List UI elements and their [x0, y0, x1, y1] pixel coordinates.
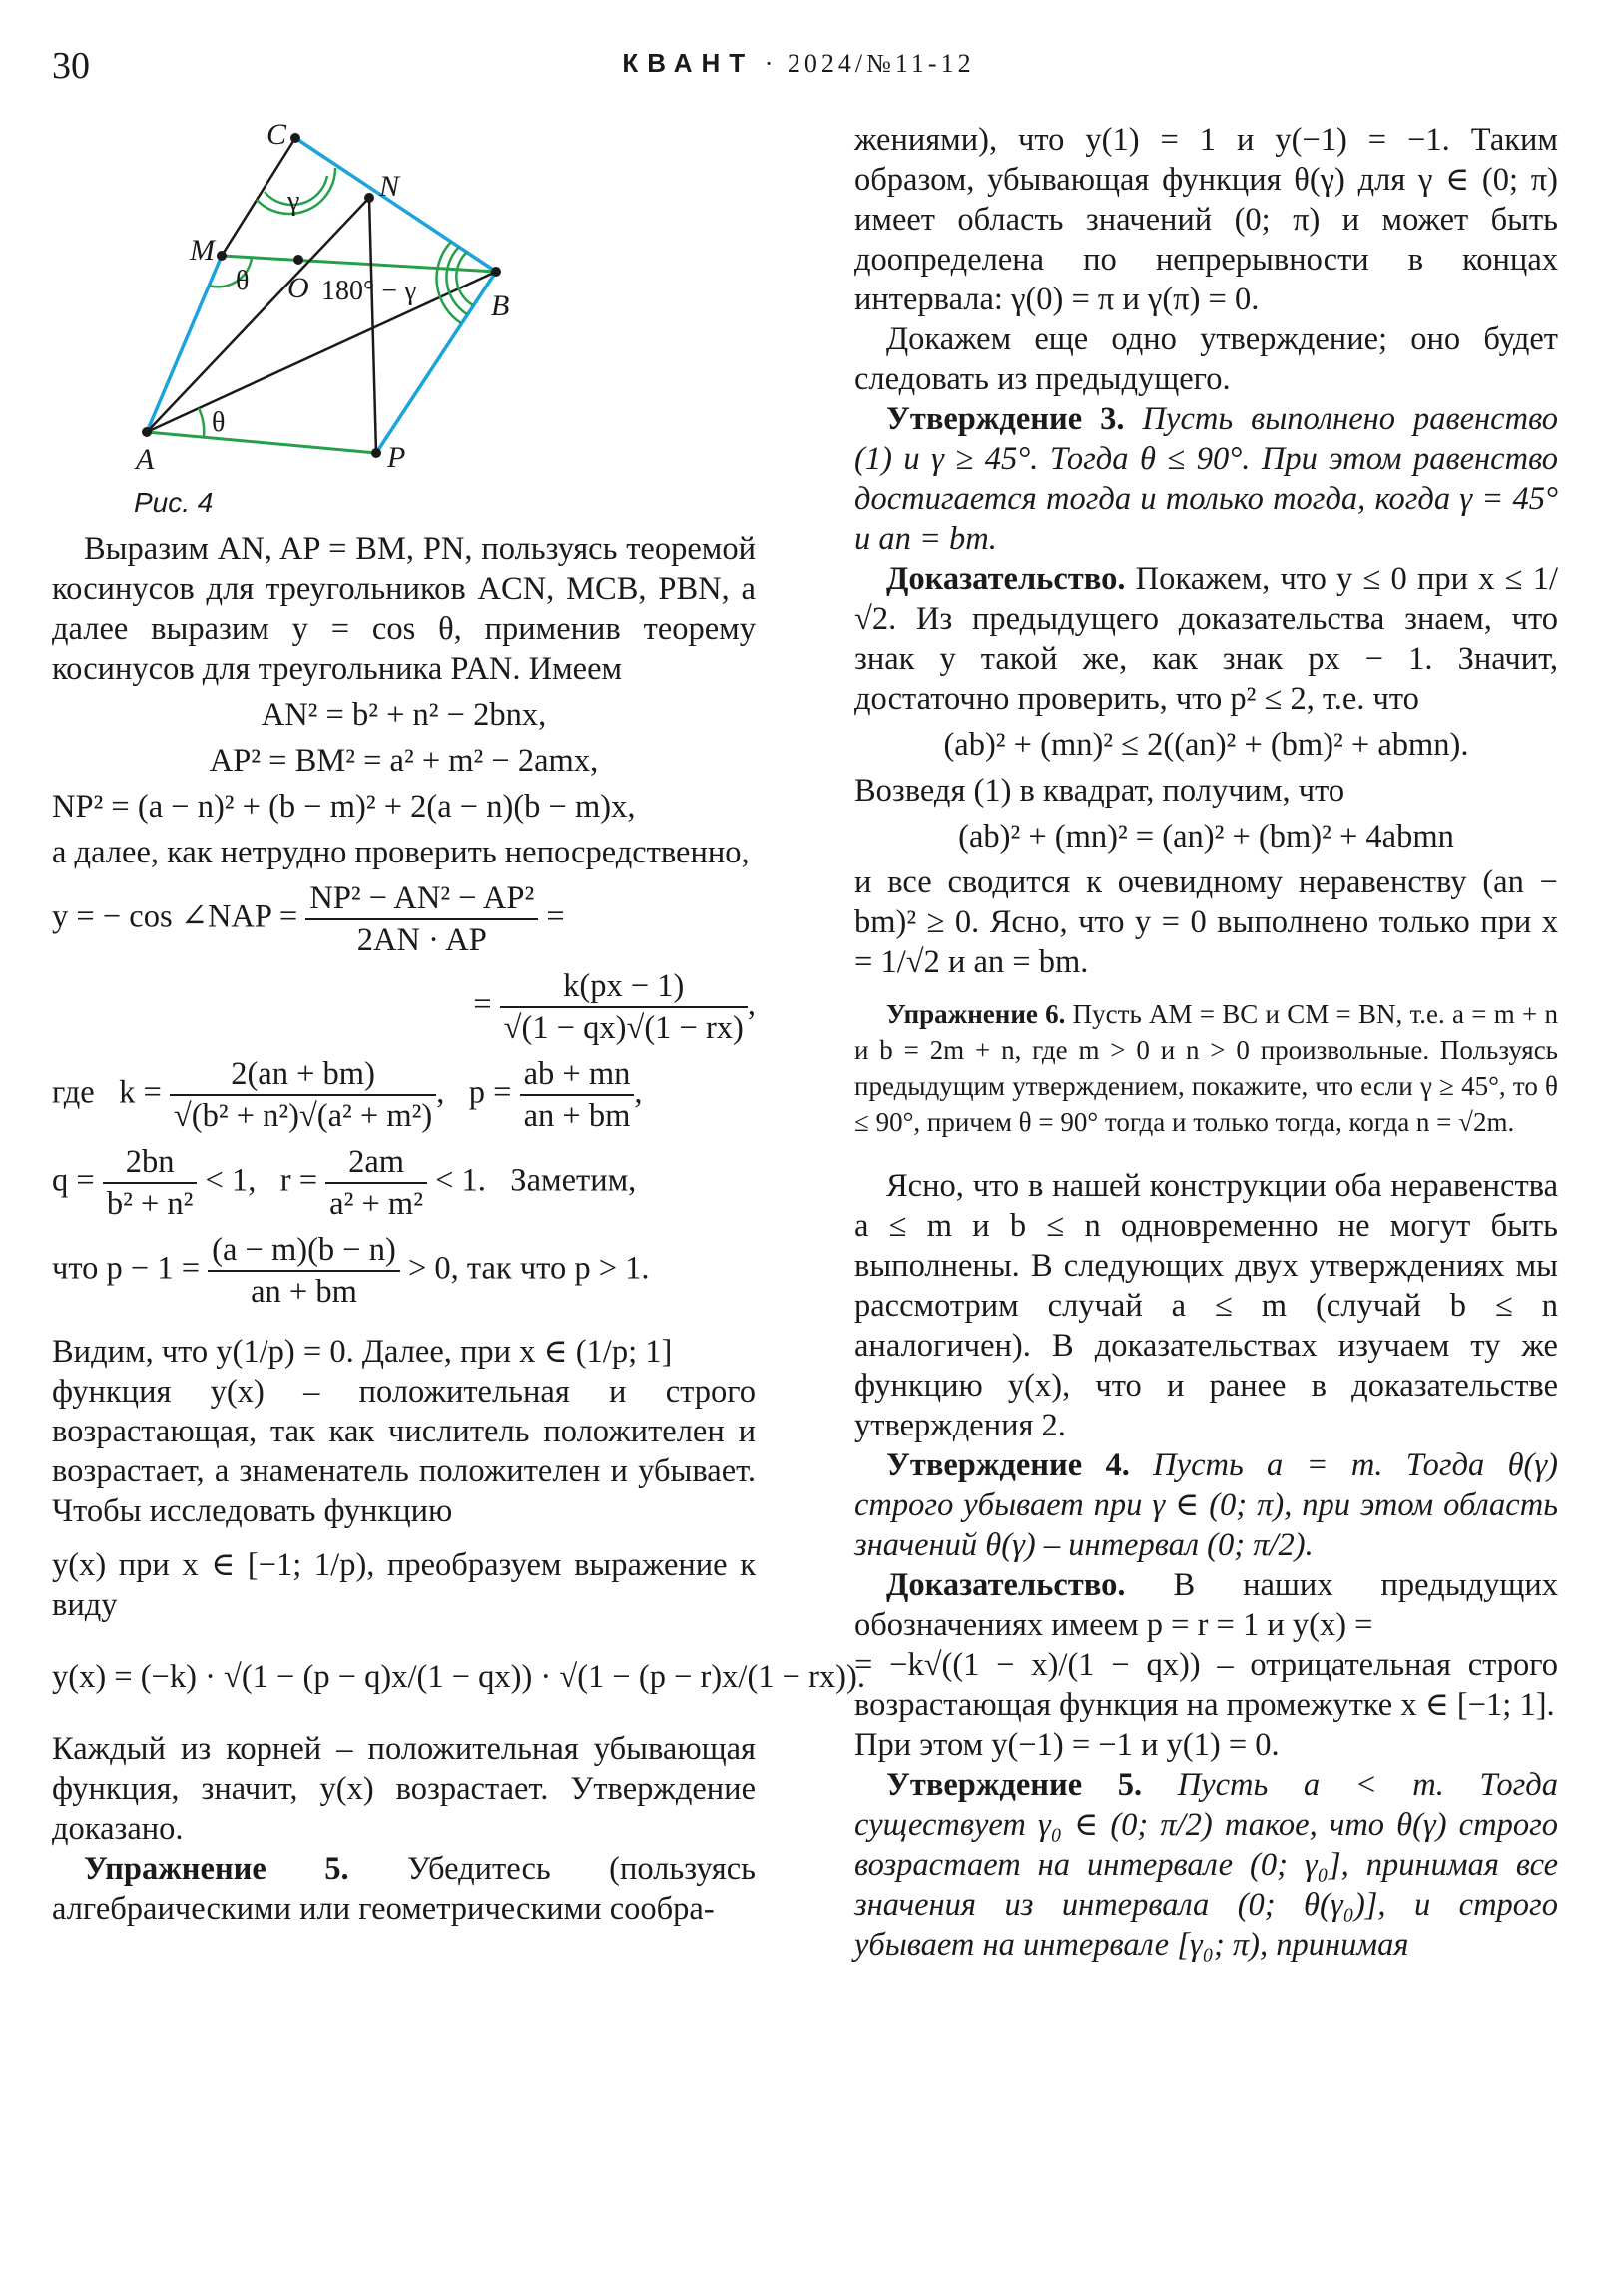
point-O — [293, 255, 303, 265]
label-theta-top: θ — [236, 266, 250, 296]
segment-AN — [147, 198, 369, 432]
proof-title: Доказательство. — [886, 561, 1126, 597]
label-B: B — [491, 289, 510, 322]
label-M: M — [190, 234, 215, 267]
paragraph: жениями), что y(1) = 1 и y(−1) = −1. Таким образом, убывающая функция θ(γ) для γ ∈ (0; π) имеет область значений (0; π) и может быть доопределена по непрерывности в концах интервала: γ(0) = π и γ(π) = 0. — [854, 122, 1558, 317]
statement-title: Утверждение 5. — [886, 1767, 1143, 1803]
equation — [52, 966, 756, 1048]
figure-caption: Рис. 4 — [134, 487, 214, 518]
angle-b-arc-3 — [456, 252, 473, 305]
numerator: NP² − AN² − AP² — [305, 878, 538, 920]
denominator: a² + m² — [329, 1186, 423, 1222]
fraction — [170, 1054, 436, 1136]
right-column — [854, 120, 1558, 1965]
statement-4 — [854, 1445, 1558, 1565]
denominator: b² + n² — [106, 1186, 194, 1222]
label-O: O — [287, 272, 309, 304]
fraction — [305, 878, 538, 960]
fraction — [500, 966, 748, 1048]
equation-rhs: < 1, — [205, 1162, 257, 1199]
numerator: (a − m)(b − n) — [208, 1230, 400, 1272]
exercise-5 — [52, 1849, 756, 1929]
proof-text: В наших предыдущих обозначениях имеем p = r = 1 и y(x) = — [854, 1567, 1558, 1643]
point-B — [491, 267, 501, 277]
numerator: 2bn — [103, 1142, 198, 1184]
text-where: где — [52, 1074, 95, 1111]
journal-title: КВАНТ — [622, 48, 755, 78]
equation-rhs: > 0, так что p > 1. — [407, 1250, 650, 1287]
paragraph: = −k√((1 − x)/(1 − qx)) – отрицательная строго возрастающая функция на промежутке x ∈ [−1; 1]. — [854, 1647, 1558, 1723]
numerator: 2(an + bm) — [170, 1054, 436, 1096]
equation: AN² = b² + n² − 2bnx, — [261, 697, 547, 733]
point-C — [290, 133, 300, 143]
label-C: C — [266, 120, 287, 151]
fraction — [520, 1054, 635, 1136]
equation-lhs: y = − cos ∠NAP = — [52, 898, 298, 935]
equation: NP² = (a − n)² + (b − m)² + 2(a − n)(b − m)x, — [52, 789, 636, 825]
paragraph: Каждый из корней – положительная убывающая функция, значит, y(x) возрастает. Утверждение доказано. — [52, 1731, 756, 1847]
point-N — [364, 193, 374, 203]
denominator: an + bm — [251, 1274, 357, 1310]
label-N: N — [379, 170, 400, 203]
equation-rhs: < 1. — [435, 1162, 486, 1199]
segment-MB — [222, 256, 496, 272]
paragraph: Ясно, что в нашей конструкции оба неравенства a ≤ m и b ≤ n одновременно не могут быть выполнены. В следующих двух утверждениях мы рассмотрим случай a ≤ m (случай b ≤ n аналогичен). В доказательствах изучаем ту же функцию y(x), что и ранее в доказательстве утверждения 2. — [854, 1168, 1558, 1443]
denominator: √(b² + n²)√(a² + m²) — [173, 1098, 433, 1134]
statement-5 — [854, 1765, 1558, 1965]
left-column — [52, 120, 865, 1929]
running-header — [0, 48, 1597, 79]
equation-lhs: q = — [52, 1162, 95, 1199]
angle-theta-bottom-arc — [199, 408, 204, 437]
exercise-text: Убедитесь (пользуясь алгебраическими или геометрическими сообра- — [52, 1851, 756, 1927]
fraction — [103, 1142, 198, 1224]
denominator: 2AN · AP — [356, 922, 487, 958]
statement-text: Пусть a = m. Тогда θ(γ) строго убывает при γ ∈ (0; π), при этом область значений θ(γ) – интервал (0; π/2). — [854, 1447, 1558, 1563]
point-M — [217, 251, 227, 261]
exercise-title: Упражнение 5. — [84, 1851, 349, 1887]
denominator: an + bm — [523, 1098, 631, 1134]
equation-end: , — [747, 986, 756, 1023]
label-gamma: γ — [287, 186, 300, 217]
proof — [854, 559, 1558, 719]
denominator: √(1 − qx)√(1 − rx) — [503, 1010, 744, 1046]
text-note: Заметим, — [510, 1162, 637, 1199]
segment-NP — [369, 198, 376, 453]
fraction — [325, 1142, 427, 1224]
exercise-text: Пусть AM = BC и CM = BN, т.е. a = m + n и b = 2m + n, где m > 0 и n > 0 произвольные. Пользуясь предыдущим утверждением, покажите, что если γ ≥ 45°, то θ ≤ 90°, причем θ = 90° тогда и только тогда, когда n = √2m. — [854, 999, 1559, 1137]
segment-AP — [147, 432, 376, 453]
equation: y(x) = (−k) · √(1 − (p − q)x/(1 − qx)) · √(1 − (p − r)x/(1 − rx)). — [52, 1659, 865, 1695]
paragraph: Возведя (1) в квадрат, получим, что — [854, 773, 1345, 809]
paragraph: функция y(x) – положительная и строго возрастающая, так как числитель положителен и возрастает, а знаменатель положителен и убывает. Чтобы исследовать функцию — [52, 1374, 756, 1529]
equation: где k = $\frac{2(an + bm)}{\text{√(b² + n²)√(a² + m²)}}$ , p = $\frac{ab + mn}{an + bm}$ , — [52, 1056, 643, 1134]
statement-3 — [854, 399, 1558, 559]
label-angle-b: 180° − γ — [321, 276, 417, 306]
statement-title: Утверждение 4. — [886, 1447, 1130, 1483]
equation-rhs: = — [546, 898, 565, 935]
label-theta-bottom: θ — [212, 407, 226, 438]
equation: (ab)² + (mn)² = (an)² + (bm)² + 4abmn — [958, 819, 1454, 855]
equation: AP² = BM² = a² + m² − 2amx, — [209, 743, 599, 779]
header-separator: · — [764, 49, 778, 78]
equation — [52, 1230, 756, 1312]
equation-lhs: = — [473, 986, 492, 1023]
equation-lhs: p = — [468, 1074, 512, 1111]
paragraph: При этом y(−1) = −1 и y(1) = 0. — [854, 1727, 1280, 1763]
equation-lhs: r = — [279, 1162, 318, 1199]
proof-text: Покажем, что y ≤ 0 при x ≤ 1/√2. Из предыдущего доказательства знаем, что знак y такой же, как знак px − 1. Значит, достаточно проверить, что p² ≤ 2, т.е. что — [854, 561, 1558, 717]
proof — [854, 1565, 1558, 1645]
paragraph: y(x) при x ∈ [−1; 1/p), преобразуем выражение к виду — [52, 1547, 756, 1623]
issue-number: 2024/№11-12 — [787, 49, 975, 78]
paragraph: и все сводится к очевидному неравенству (an − bm)² ≥ 0. Ясно, что y = 0 выполнено только при x = 1/√2 и an = bm. — [854, 864, 1558, 980]
numerator: ab + mn — [520, 1054, 635, 1096]
equation-lhs: что p − 1 = — [52, 1250, 201, 1287]
label-P: P — [387, 441, 406, 474]
proof-title: Доказательство. — [886, 1567, 1126, 1603]
equation: (ab)² + (mn)² ≤ 2((an)² + (bm)² + abmn). — [943, 727, 1469, 763]
statement-title: Утверждение 3. — [886, 401, 1125, 437]
exercise-title: Упражнение 6. — [886, 999, 1066, 1029]
figure-4 — [52, 120, 756, 529]
paragraph: Видим, что y(1/p) = 0. Далее, при x ∈ (1/p; 1] — [52, 1334, 673, 1370]
equation — [52, 878, 756, 960]
paragraph: Докажем еще одно утверждение; оно будет следовать из предыдущего. — [854, 321, 1558, 397]
numerator: k(px − 1) — [500, 966, 748, 1008]
paragraph: Выразим AN, AP = BM, PN, пользуясь теоремой косинусов для треугольников ACN, MCB, PBN, а далее выразим y = cos θ, применив теорему косинусов для треугольника PAN. Имеем — [52, 531, 756, 687]
segment-MC — [222, 138, 295, 256]
point-A — [142, 427, 152, 437]
segment-AM — [147, 256, 222, 432]
paragraph: а далее, как нетрудно проверить непосредственно, — [52, 835, 750, 870]
numerator: 2am — [325, 1142, 427, 1184]
fraction — [208, 1230, 400, 1312]
page-number: 30 — [52, 45, 90, 87]
equation — [52, 1142, 756, 1224]
exercise-6 — [854, 996, 1558, 1140]
statement-text: Пусть выполнено равенство (1) и γ ≥ 45°. Тогда θ ≤ 90°. При этом равенство достигается тогда и только тогда, когда γ = 45° и an = bm. — [854, 401, 1558, 557]
point-P — [371, 448, 381, 458]
label-A: A — [136, 443, 155, 476]
statement-text: Пусть a < m. Тогда существует γ₀ ∈ (0; π/2) такое, что θ(γ) строго возрастает на интервале (0; γ₀], принимая все значения из интервала (0; θ(γ₀)], и строго убывает на интервале [γ₀; π), принимая — [854, 1767, 1558, 1963]
equation-lhs: k = — [119, 1074, 162, 1111]
geometry-diagram — [52, 120, 756, 529]
